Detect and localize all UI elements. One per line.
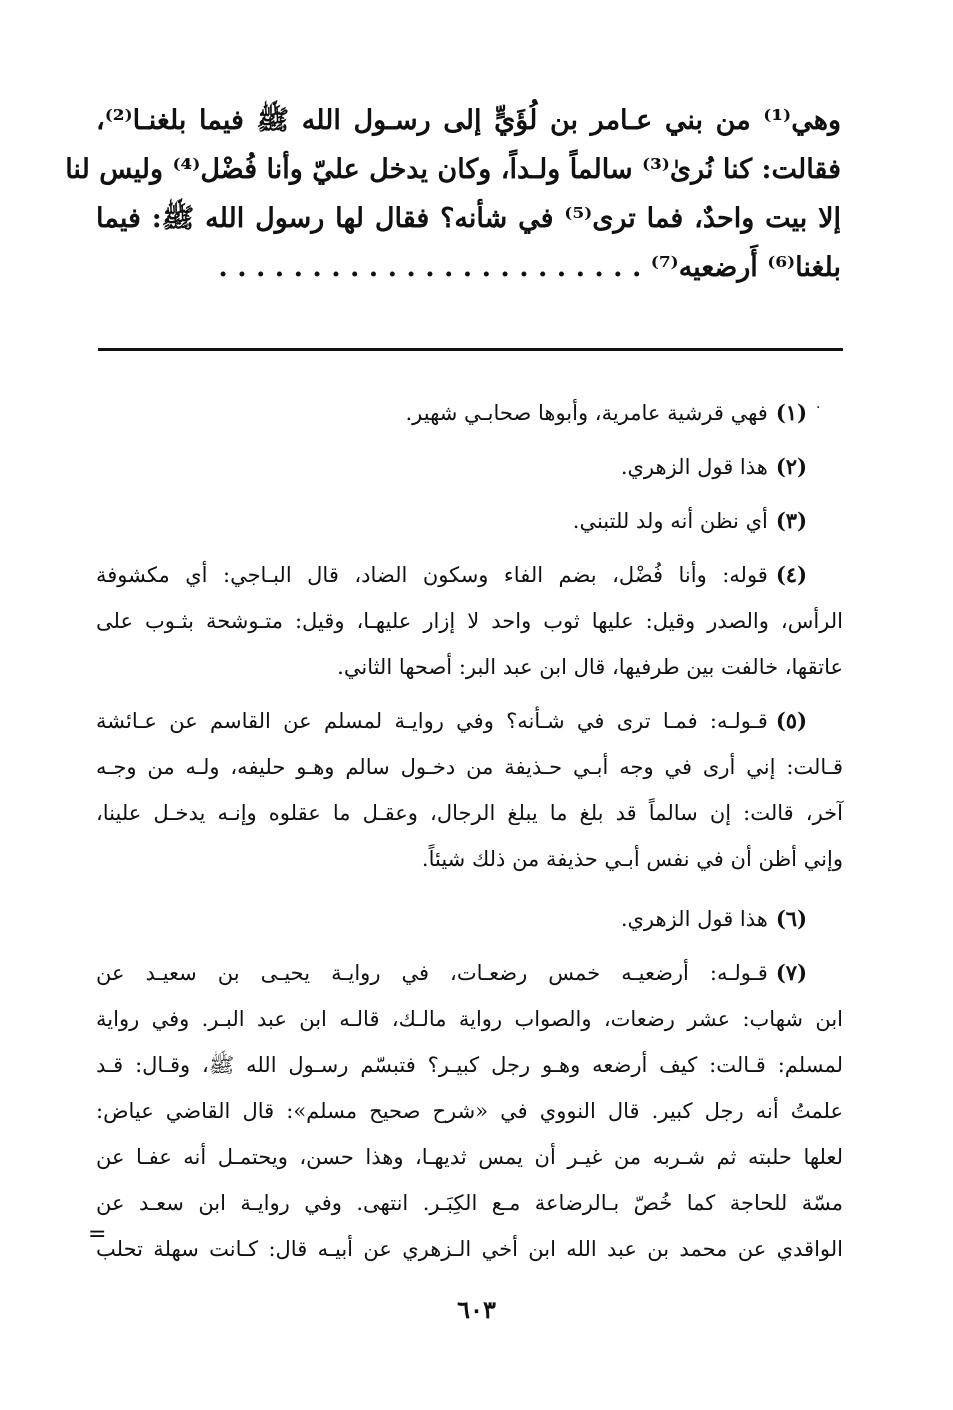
footnote-number: (١): [775, 400, 807, 425]
footnote-line: ابن شهاب: عشر رضعات، والصواب رواية مالـك، قالـه ابن عبد البـر. وفي رواية: [96, 1007, 843, 1031]
footnote-line: (٢)هذا قول الزهري.: [620, 454, 807, 479]
footnote-number: (٧): [775, 960, 807, 985]
main-text-line: وهي⁽¹⁾ من بني عـامر بن لُؤَيٍّ إلى رسـول الله ﷺ فيما بلغنـا⁽²⁾،: [96, 105, 841, 136]
margin-dot: ·: [816, 400, 821, 416]
footnote-5: [96, 698, 843, 882]
footnote-line: لعلها حلبته ثم شـربه من غيـر أن يمس ثديهـا، وهذا حسن، ويحتمـل أنه عفـا عن: [96, 1145, 843, 1169]
footnote-line: (٤)قوله: وأنا فُضْل، بضم الفاء وسكون الضاد، قال البـاجي: أي مكشوفة: [96, 562, 807, 587]
main-text-line: بلغنا⁽⁶⁾ أَرضعيه⁽⁷⁾ . . . . . . . . . . . . . . . . . . . . . . .: [218, 252, 841, 283]
footnote-1: [96, 390, 843, 436]
footnote-4: [96, 552, 843, 690]
footnote-number: (٥): [775, 708, 807, 733]
footnote-line: عاتقها، خالفت بين طرفيها، قال ابن عبد البر: أصحها الثاني.: [337, 655, 843, 679]
page-number: ٦٠٣: [457, 1295, 496, 1324]
footnote-line: وإني أظن أن في نفس أبـي حذيفة من ذلك شيئاً.: [421, 847, 843, 871]
footnote-line: (١)فهي قرشية عامرية، وأبوها صحابـي شهير.: [405, 400, 807, 425]
footnotes: [96, 390, 843, 1280]
footnote-line: (٣)أي نظن أنه ولد للتبني.: [572, 508, 807, 533]
footnote-line: الرأس، والصدر وقيل: عليها ثوب واحد لا إزار عليهـا، وقيل: متـوشحة بثـوب على: [96, 609, 843, 633]
footnote-line: (٧)قـولـه: أرضعيـه خمس رضعـات، في روايـة يحيـى بن سعيـد عن: [96, 960, 807, 985]
main-text-line: إلا بيت واحدٌ، فما ترى⁽⁵⁾ في شأنه؟ فقال لها رسول الله ﷺ: فيما: [96, 203, 841, 234]
footnote-line: مسّة للحاجة كما خُصّ بـالرضاعة مـع الكِبَـر. انتهى. وفي روايـة ابن سعـد عن: [96, 1191, 843, 1215]
footnote-line: قـالت: إني أرى في وجه أبـي حـذيفة من دخـول سالم وهـو حليفه، ولـه من وجـه: [96, 755, 843, 779]
continuation-mark: =: [88, 1222, 107, 1247]
footnote-number: (٤): [775, 562, 807, 587]
footnote-line: (٦)هذا قول الزهري.: [620, 906, 807, 931]
footnote-line: لمسلم: قـالت: كيف أرضعه وهـو رجل كبيـر؟ فتبسّم رسـول الله ﷺ، وقـال: قـد: [96, 1053, 843, 1077]
footnote-number: (٦): [775, 906, 807, 931]
main-text-line: فقالت: كنا نُرىٰ⁽³⁾ سالماً ولـداً، وكان يدخل عليّ وأنا فُضْل⁽⁴⁾ وليس لنا: [65, 154, 841, 185]
footnote-number: (٢): [775, 454, 807, 479]
footnote-line: الواقدي عن محمد بن عبد الله ابن أخي الـزهري عن أبيـه قال: كـانت سهلة تحلب: [96, 1237, 843, 1261]
footnote-2: [96, 444, 843, 490]
footnote-line: علمتُ أنه رجل كبير. قال النووي في «شرح صحيح مسلم»: قال القاضي عياض:: [96, 1099, 843, 1123]
footnote-line: (٥)قـولـه: فمـا ترى في شـأنه؟ وفي روايـة لمسلم عن القاسم عن عـائشة: [96, 708, 807, 733]
footnote-separator: [98, 348, 843, 351]
footnote-number: (٣): [775, 508, 807, 533]
footnote-3: [96, 498, 843, 544]
footnote-line: آخر، قالت: إن سالماً قد بلغ ما يبلغ الرجال، وعقـل ما عقلوه وإنـه يدخـل علينا،: [96, 801, 843, 825]
main-text: [65, 96, 841, 292]
footnote-7: [96, 950, 843, 1272]
footnote-6: [96, 896, 843, 942]
